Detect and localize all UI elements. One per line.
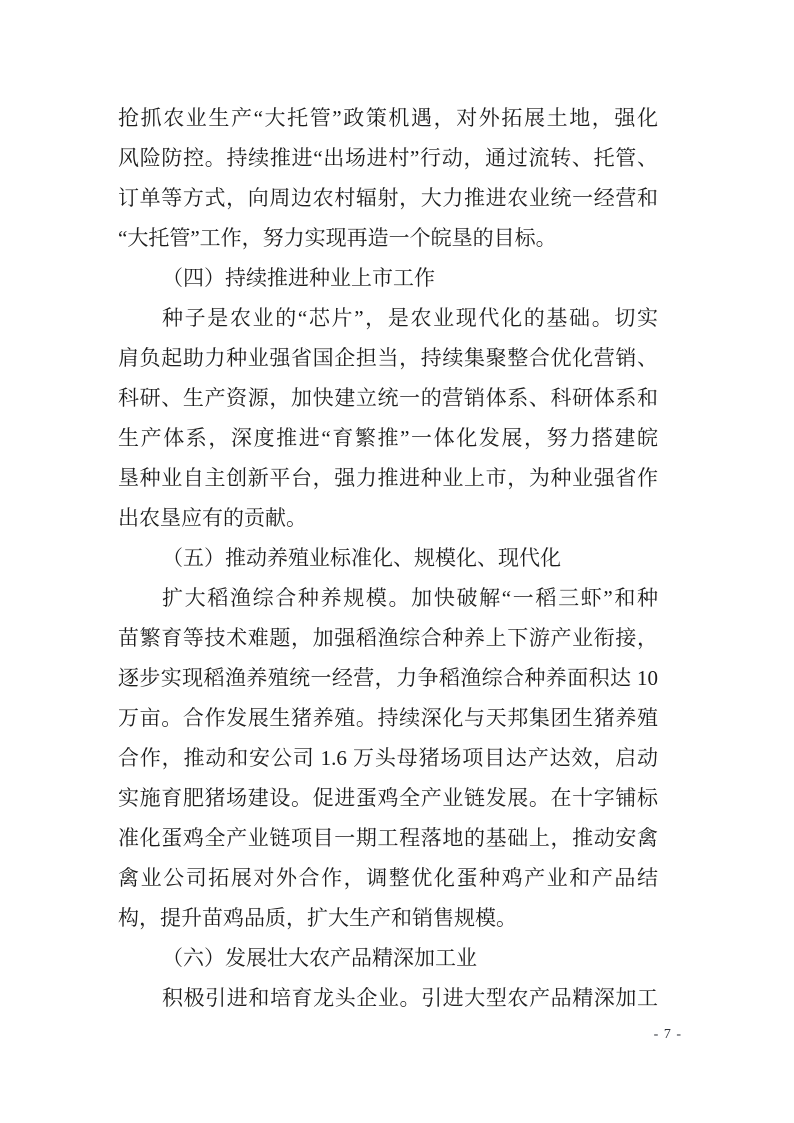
text-line: 苗繁育等技术难题，加强稻渔综合种养上下游产业衔接， — [118, 626, 658, 650]
text-line: 禽业公司拓展对外合作，调整优化蛋种鸡产业和产品结 — [118, 866, 658, 890]
text-line: 出农垦应有的贡献。 — [118, 506, 307, 530]
text-line: 万亩。合作发展生猪养殖。持续深化与天邦集团生猪养殖 — [118, 706, 658, 730]
section-heading: （六）发展壮大农产品精深加工业 — [162, 946, 477, 970]
text-line: 种子是农业的“芯片”，是农业现代化的基础。切实 — [162, 306, 658, 330]
page-number: - 7 - — [653, 1027, 682, 1042]
section-heading: （四）持续推进种业上市工作 — [162, 266, 435, 290]
text-line: 抢抓农业生产“大托管”政策机遇，对外拓展土地，强化 — [118, 106, 658, 130]
text-line: 逐步实现稻渔养殖统一经营，力争稻渔综合种养面积达 10 — [118, 666, 658, 690]
text-line: 风险防控。持续推进“出场进村”行动，通过流转、托管、 — [118, 146, 658, 170]
text-line: 准化蛋鸡全产业链项目一期工程落地的基础上，推动安禽 — [118, 826, 658, 850]
text-line: 扩大稻渔综合种养规模。加快破解“一稻三虾”和种 — [162, 586, 658, 610]
text-line: 构，提升苗鸡品质，扩大生产和销售规模。 — [118, 906, 517, 930]
text-line: 合作，推动和安公司 1.6 万头母猪场项目达产达效，启动 — [118, 746, 658, 770]
document-body — [118, 98, 658, 1018]
text-line: 订单等方式，向周边农村辐射，大力推进农业统一经营和 — [118, 186, 658, 210]
section-heading: （五）推动养殖业标准化、规模化、现代化 — [162, 546, 561, 570]
text-line: 积极引进和培育龙头企业。引进大型农产品精深加工 — [162, 986, 658, 1010]
text-line: 垦种业自主创新平台，强力推进种业上市，为种业强省作 — [118, 466, 658, 490]
text-line: 科研、生产资源，加快建立统一的营销体系、科研体系和 — [118, 386, 658, 410]
text-line: 实施育肥猪场建设。促进蛋鸡全产业链发展。在十字铺标 — [118, 786, 658, 810]
text-line: 肩负起助力种业强省国企担当，持续集聚整合优化营销、 — [118, 346, 658, 370]
text-line: 生产体系，深度推进“育繁推”一体化发展，努力搭建皖 — [118, 426, 658, 450]
text-line: “大托管”工作，努力实现再造一个皖垦的目标。 — [118, 226, 557, 250]
